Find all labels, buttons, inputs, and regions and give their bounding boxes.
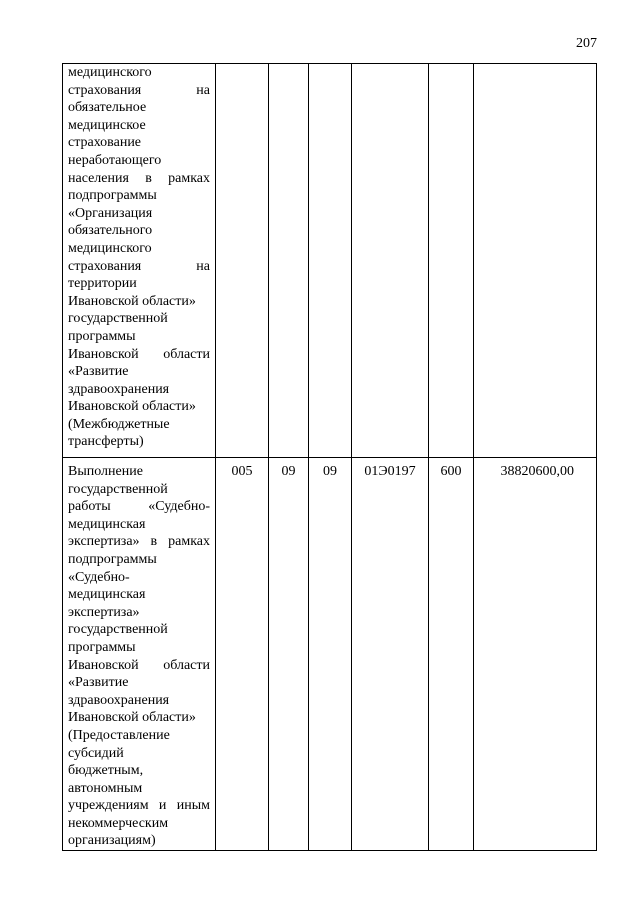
description-line: «Развитие: [68, 675, 129, 691]
description-line: здравоохранения: [68, 692, 170, 708]
description-line: медицинская: [68, 587, 146, 603]
subsection-cell: 09: [309, 458, 352, 851]
description-line: страхования на: [68, 258, 210, 274]
description-line: субсидий: [68, 745, 124, 761]
description-line: страхования на: [68, 82, 210, 98]
description-line: трансферты): [68, 434, 144, 450]
description-line: территории: [68, 276, 137, 292]
description-line: подпрограммы: [68, 188, 157, 204]
table-row: [63, 458, 597, 851]
description-line: бюджетным,: [68, 763, 144, 779]
description-line: медицинская: [68, 516, 146, 532]
section-cell: 09: [269, 458, 309, 851]
amount-cell: [474, 64, 597, 458]
description-line: медицинского: [68, 240, 152, 256]
description-line: обязательное: [68, 100, 147, 116]
description-line: работы «Судебно-: [68, 499, 210, 515]
description-line: экспертиза» в рамках: [68, 534, 210, 550]
description-line: автономным: [68, 780, 143, 796]
description-line: учреждениям и иным: [68, 798, 210, 814]
description-line: подпрограммы: [68, 551, 157, 567]
section-cell: [269, 64, 309, 458]
row-description: [63, 458, 216, 851]
description-line: государственной: [68, 622, 168, 638]
description-line: программы: [68, 639, 136, 655]
description-line: (Предоставление: [68, 727, 170, 743]
description-line: страхование: [68, 135, 142, 151]
expense-type-cell: 600: [429, 458, 474, 851]
description-line: Ивановской области»: [68, 710, 196, 726]
description-line: Ивановской области»: [68, 293, 196, 309]
description-line: «Развитие: [68, 364, 129, 380]
description-line: неработающего: [68, 152, 162, 168]
expense-type-cell: [429, 64, 474, 458]
description-line: населения в рамках: [68, 170, 210, 186]
description-line: медицинского: [68, 65, 152, 80]
table-row: [63, 64, 597, 458]
description-line: программы: [68, 328, 136, 344]
admin-code-cell: 005: [216, 458, 269, 851]
description-line: (Межбюджетные: [68, 416, 170, 432]
description-line: Ивановской области: [68, 657, 210, 673]
subsection-cell: [309, 64, 352, 458]
description-line: некоммерческим: [68, 815, 169, 831]
description-line: обязательного: [68, 223, 153, 239]
description-line: Выполнение: [68, 464, 143, 479]
admin-code-cell: [216, 64, 269, 458]
description-line: Ивановской области: [68, 346, 210, 362]
amount-cell: 38820600,00: [474, 458, 597, 851]
description-line: экспертиза»: [68, 604, 140, 620]
description-line: «Организация: [68, 205, 153, 221]
description-line: государственной: [68, 481, 168, 497]
description-line: здравоохранения: [68, 381, 170, 397]
description-line: государственной: [68, 311, 168, 327]
row-description: [63, 64, 216, 458]
description-line: Ивановской области»: [68, 399, 196, 415]
page-number: 207: [576, 36, 597, 51]
description-line: медицинское: [68, 117, 146, 133]
description-line: «Судебно-: [68, 569, 130, 585]
target-article-cell: [352, 64, 429, 458]
description-line: организациям): [68, 833, 156, 849]
budget-table: [62, 63, 597, 851]
target-article-cell: 01Э0197: [352, 458, 429, 851]
